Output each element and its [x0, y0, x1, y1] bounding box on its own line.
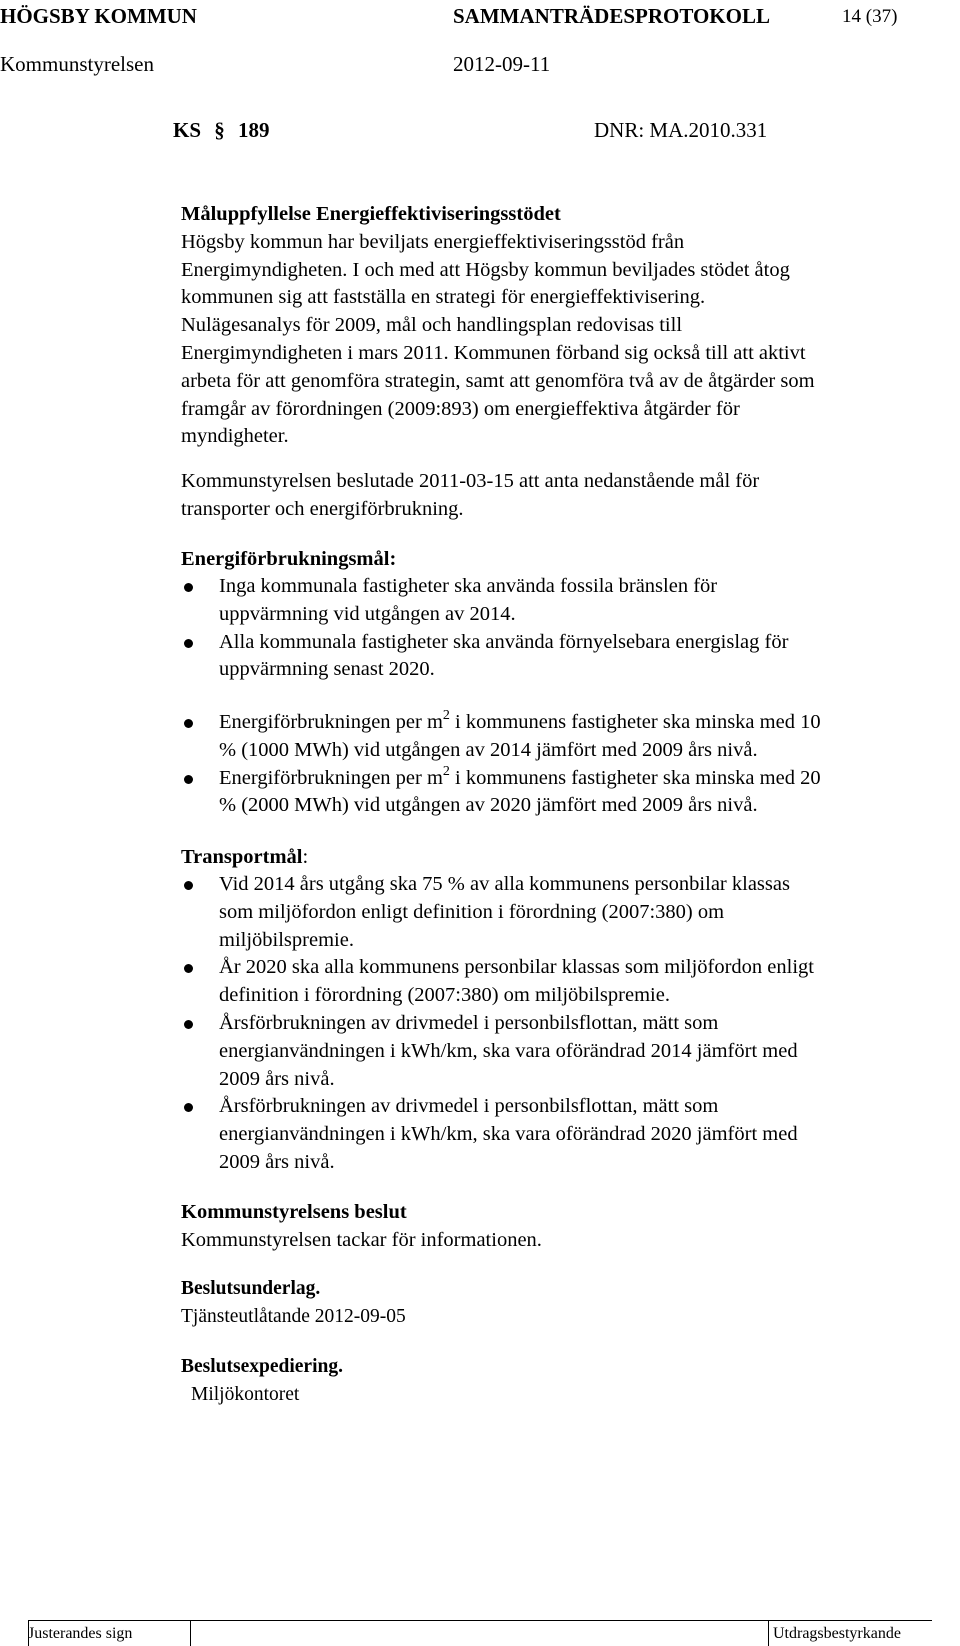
decision-line: transporter och energiförbrukning. [181, 497, 464, 520]
list-item-text: Energiförbrukningen per m [219, 711, 443, 733]
dnr-number: DNR: MA.2010.331 [594, 118, 768, 142]
superscript: 2 [442, 763, 450, 779]
list-item-line: % (1000 MWh) vid utgången av 2014 jämfört med 2009 års nivå. [219, 738, 758, 761]
list-item-line: Vid 2014 års utgång ska 75 % av alla kommunens personbilar klassas [219, 873, 790, 895]
document-type: SAMMANTRÄDESPROTOKOLL [453, 4, 770, 28]
intro-line: arbeta för att genomföra strategin, samt att genomföra två av de åtgärder som [181, 369, 815, 392]
meeting-date: 2012-09-11 [453, 52, 551, 76]
list-item [181, 1010, 814, 1093]
list-item [181, 709, 821, 765]
dispatch-text: Miljökontoret [191, 1383, 300, 1405]
footer-signature-label: Justerandes sign [28, 1625, 133, 1642]
basis-section [181, 1275, 931, 1331]
list-item-line: År 2020 ska alla kommunens personbilar klassas som miljöfordon enligt [219, 956, 814, 979]
intro-line: myndigheter. [181, 425, 289, 448]
page-number: 14 (37) [842, 6, 898, 27]
resolution-heading: Kommunstyrelsens beslut [181, 1201, 407, 1223]
list-item-line [219, 765, 821, 793]
list-item-line: energianvändningen i kWh/km, ska vara oförändrad 2014 jämfört med [219, 1039, 798, 1062]
list-item [181, 573, 788, 629]
footer-divider [190, 1620, 191, 1646]
list-item-line: Årsförbrukningen av drivmedel i personbilsflottan, mätt som [219, 1095, 719, 1118]
committee-name: Kommunstyrelsen [0, 52, 154, 76]
heading-colon: : [302, 846, 309, 868]
list-item [181, 954, 814, 1010]
transport-goals-list [181, 871, 814, 1177]
list-item [181, 765, 821, 821]
dispatch-heading: Beslutsexpediering. [181, 1356, 343, 1377]
list-item [181, 871, 814, 954]
list-item-line: som miljöfordon enligt definition i förordning (2007:380) om [219, 900, 725, 923]
list-item-text: Energiförbrukningen per m [219, 766, 443, 789]
list-item-line: 2009 års nivå. [219, 1150, 335, 1173]
list-item [181, 629, 788, 685]
list-item-line: Alla kommunala fastigheter ska använda förnyelsebara energislag för [219, 630, 789, 653]
intro-line: Energimyndigheten i mars 2011. Kommunen förband sig också till att aktivt [181, 341, 806, 364]
intro-line: Nulägesanalys för 2009, mål och handlingsplan redovisas till [181, 314, 683, 337]
intro-paragraph [181, 229, 931, 451]
footer-extract-label: Utdragsbestyrkande [773, 1625, 901, 1642]
footer-rule [28, 1620, 932, 1621]
energy-goals-list-b [181, 709, 821, 820]
list-item-line: 2009 års nivå. [219, 1067, 335, 1090]
list-item-line: definition i förordning (2007:380) om miljöbilspremie. [219, 984, 670, 1007]
basis-heading: Beslutsunderlag. [181, 1278, 321, 1299]
list-item-line: % (2000 MWh) vid utgången av 2020 jämfört med 2009 års nivå. [219, 794, 758, 817]
resolution-section [181, 1199, 931, 1255]
list-item-text: i kommunens fastigheter ska minska med 20 [449, 766, 821, 789]
energy-goals-list-a [181, 573, 788, 684]
decision-line: Kommunstyrelsen beslutade 2011-03-15 att anta nedanstående mål för [181, 470, 760, 492]
list-item-line: uppvärmning vid utgången av 2014. [219, 602, 516, 625]
transport-heading-text: Transportmål [181, 846, 303, 868]
basis-text: Tjänsteutlåtande 2012-09-05 [181, 1305, 406, 1327]
list-item [181, 1093, 814, 1176]
intro-line: Energimyndigheten. I och med att Högsby kommun beviljades stödet åtog [181, 258, 790, 281]
intro-section [181, 201, 931, 451]
case-paragraph-number: 189 [238, 118, 270, 142]
energy-goals-heading: Energiförbrukningsmål: [181, 548, 397, 570]
transport-goals-heading [181, 844, 931, 872]
decision-paragraph [181, 468, 931, 524]
intro-line: Högsby kommun har beviljats energieffektiviseringsstöd från [181, 230, 685, 253]
dispatch-section [181, 1353, 931, 1409]
list-item-text: i kommunens fastigheter ska minska med 10 [449, 711, 821, 733]
list-item-line [219, 709, 821, 737]
list-item-line: energianvändningen i kWh/km, ska vara oförändrad 2020 jämfört med [219, 1123, 798, 1146]
section-sign: § [214, 118, 225, 142]
list-item-line: miljöbilspremie. [219, 928, 354, 951]
superscript: 2 [442, 708, 450, 723]
resolution-text: Kommunstyrelsen tackar för informationen. [181, 1228, 542, 1251]
case-number [173, 118, 270, 143]
list-item-line: uppvärmning senast 2020. [219, 658, 435, 681]
municipality-name: HÖGSBY KOMMUN [0, 4, 197, 28]
intro-line: framgår av förordningen (2009:893) om energieffektiva åtgärder för [181, 397, 740, 420]
section-title: Måluppfyllelse Energieffektiviseringsstödet [181, 203, 561, 225]
ks-label: KS [173, 118, 202, 142]
footer-divider [768, 1620, 769, 1646]
list-item-line: Inga kommunala fastigheter ska använda fossila bränslen för [219, 575, 718, 597]
list-item-line: Årsförbrukningen av drivmedel i personbilsflottan, mätt som [219, 1011, 719, 1034]
intro-line: kommunen sig att fastställa en strategi för energieffektivisering. [181, 286, 706, 309]
